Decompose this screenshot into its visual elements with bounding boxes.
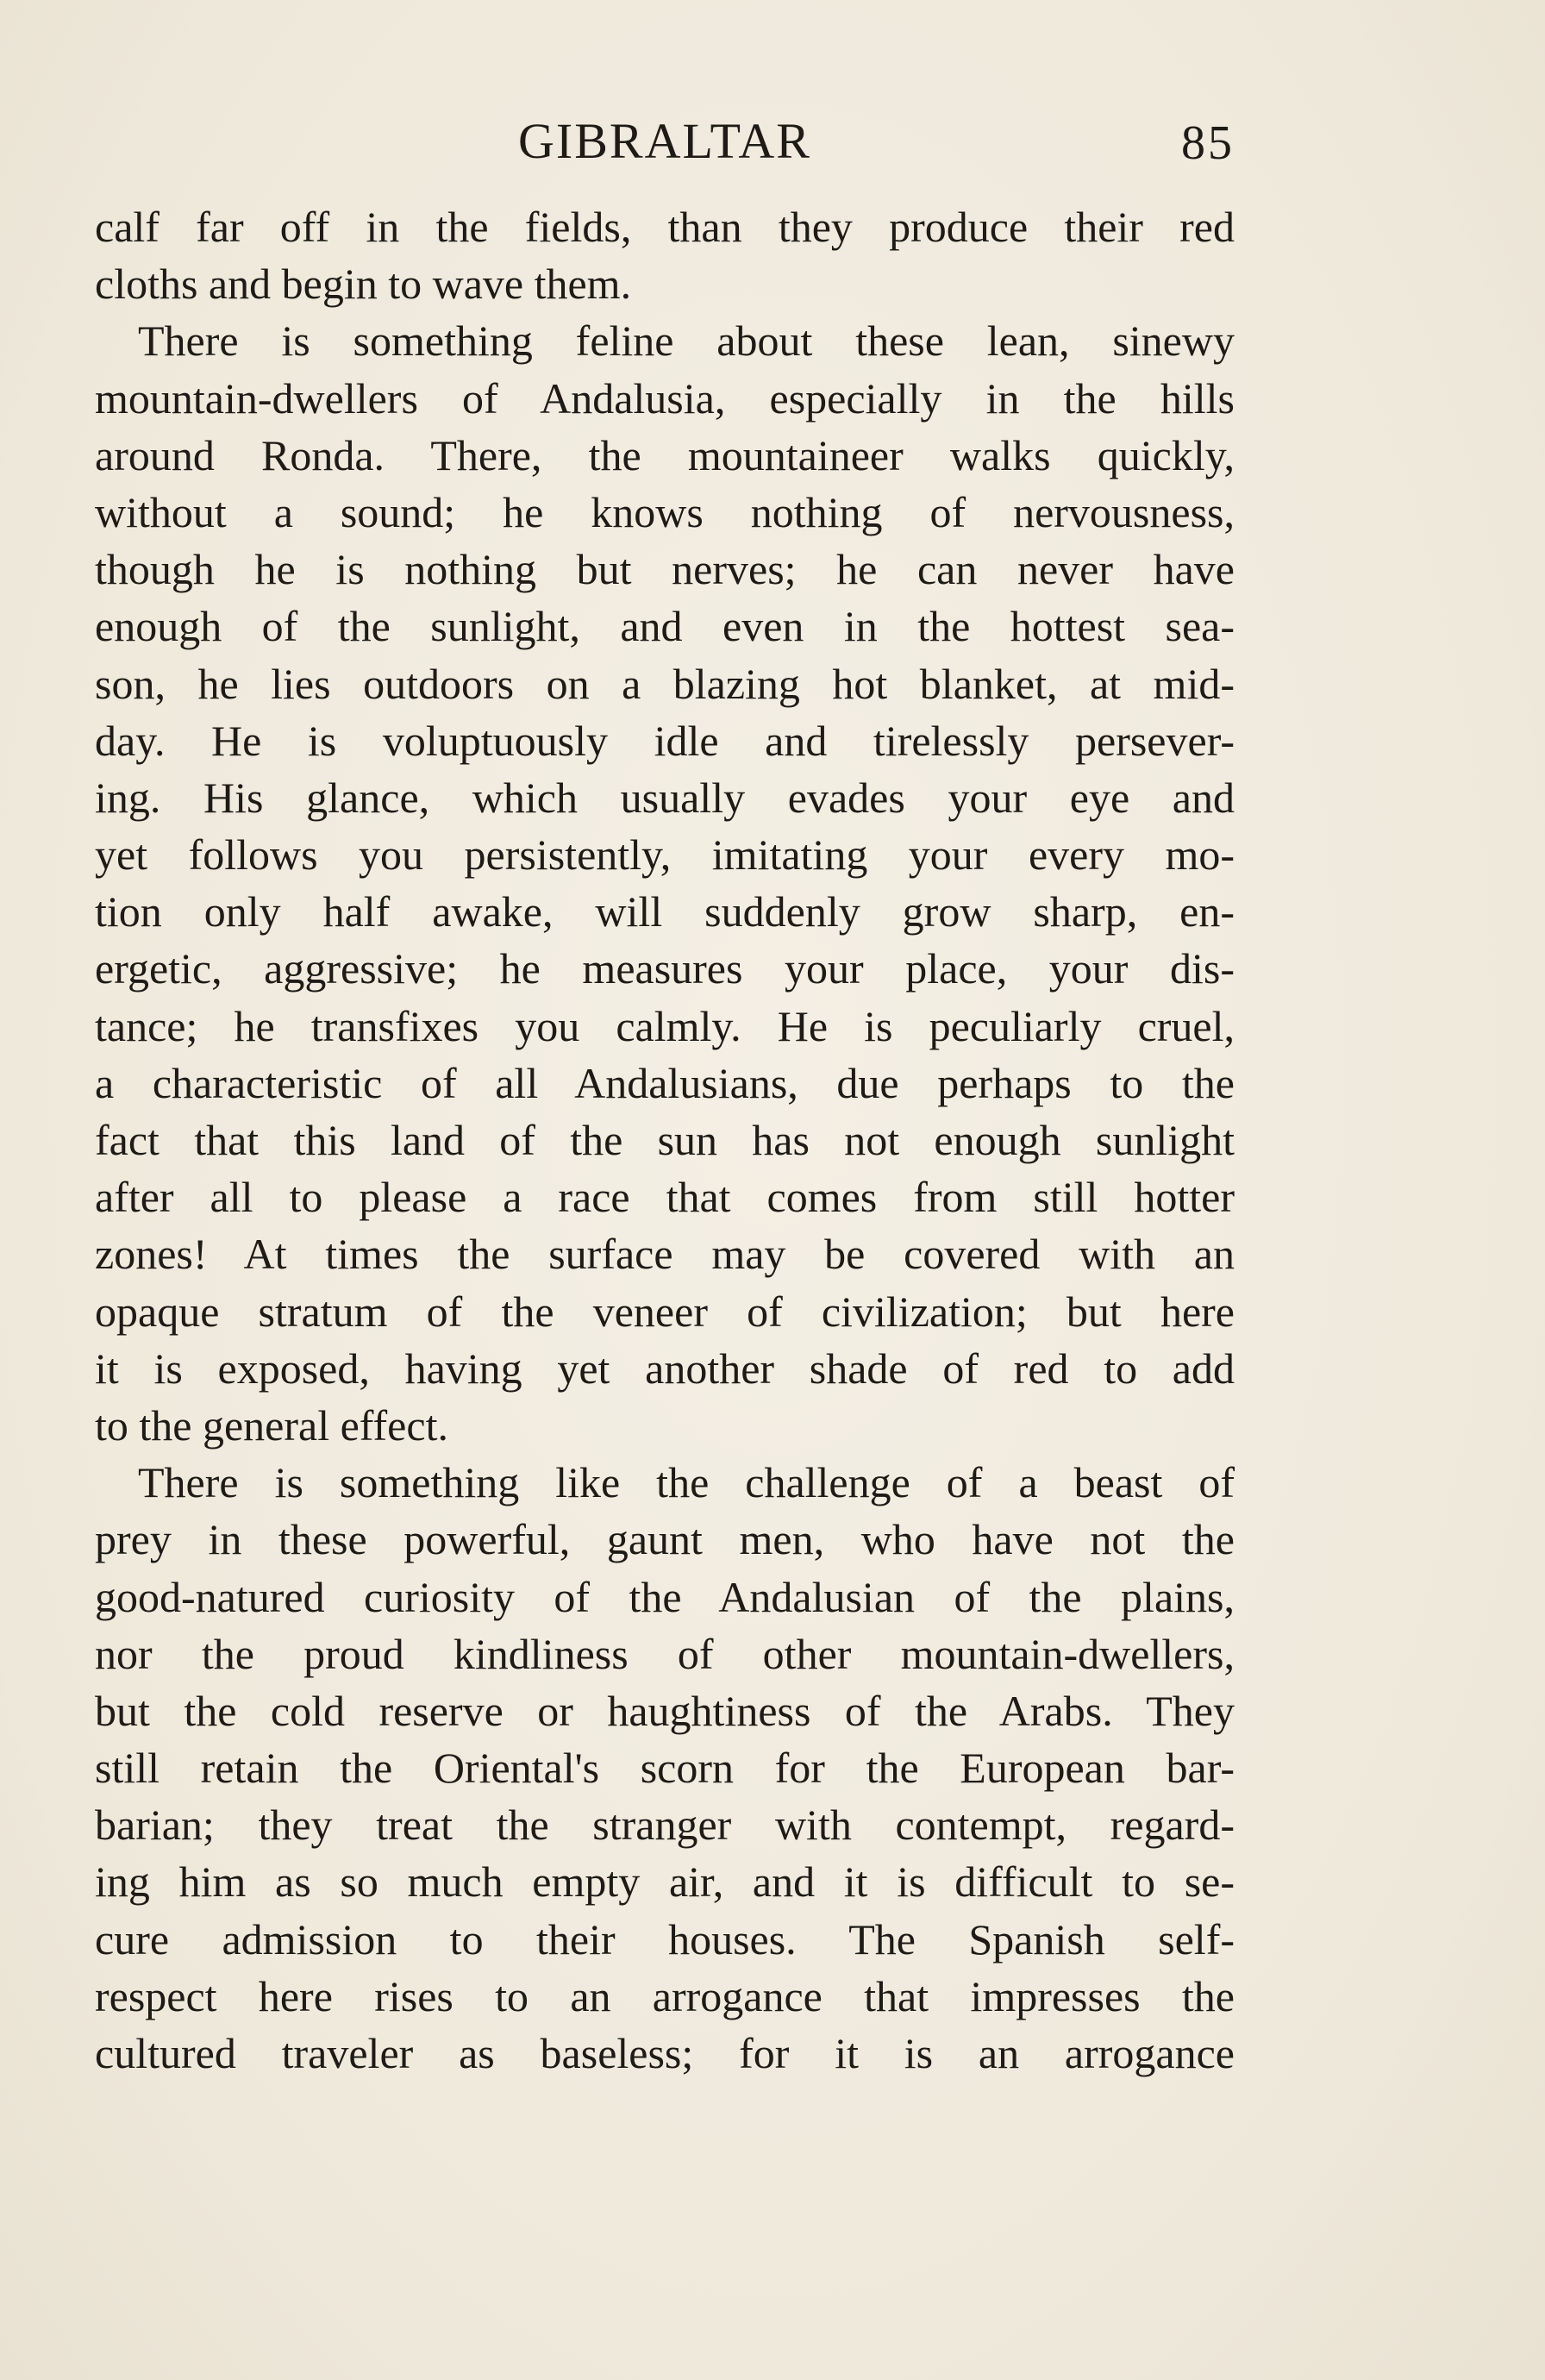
body-text: [95, 198, 1235, 2082]
text-line: mountain-dwellers of Andalusia, especially in the hills: [95, 373, 1235, 423]
text-line: to the general effect.: [95, 1400, 448, 1450]
text-line: calf far off in the fields, than they produce their red: [95, 203, 1235, 251]
page-number: 85: [1181, 116, 1235, 170]
text-line: after all to please a race that comes from still hotter: [95, 1173, 1235, 1222]
text-line: cure admission to their houses. The Spanish self-: [95, 1914, 1235, 1964]
text-line: yet follows you persistently, imitating your every mo-: [95, 830, 1235, 880]
page-header: [95, 112, 1235, 181]
text-line: cultured traveler as baseless; for it is an arrogance: [95, 2029, 1235, 2077]
text-line: but the cold reserve or haughtiness of the Arabs. They: [95, 1686, 1235, 1735]
text-line: opaque stratum of the veneer of civilization; but here: [95, 1287, 1235, 1336]
text-line: ing. His glance, which usually evades your eye and: [95, 773, 1235, 822]
text-line: day. He is voluptuously idle and tirelessly persever-: [95, 716, 1235, 765]
text-line: ing him as so much empty air, and it is difficult to se-: [95, 1857, 1235, 1907]
text-line: respect here rises to an arrogance that impresses the: [95, 1971, 1235, 2020]
text-line: son, he lies outdoors on a blazing hot blanket, at mid-: [95, 659, 1235, 708]
text-line: There is something feline about these lean, sinewy: [138, 316, 1235, 366]
text-line: nor the proud kindliness of other mountain-dwellers,: [95, 1629, 1235, 1678]
text-line: though he is nothing but nerves; he can never have: [95, 545, 1235, 594]
text-line: around Ronda. There, the mountaineer walks quickly,: [95, 430, 1235, 479]
text-line: good-natured curiosity of the Andalusian of the plains,: [95, 1572, 1235, 1621]
text-line: zones! At times the surface may be covered with an: [95, 1230, 1235, 1279]
running-title: GIBRALTAR: [518, 113, 811, 169]
text-line: without a sound; he knows nothing of nervousness,: [95, 487, 1235, 536]
text-line: fact that this land of the sun has not enough sunlight: [95, 1116, 1235, 1164]
text-line: it is exposed, having yet another shade of red to add: [95, 1343, 1235, 1393]
text-line: There is something like the challenge of a beast of: [138, 1458, 1235, 1507]
text-line: prey in these powerful, gaunt men, who have not the: [95, 1515, 1235, 1564]
text-line: still retain the Oriental's scorn for the European bar-: [95, 1744, 1235, 1793]
text-line: cloths and begin to wave them.: [95, 260, 632, 309]
text-line: barian; they treat the stranger with contempt, regard-: [95, 1801, 1235, 1850]
text-line: a characteristic of all Andalusians, due perhaps to the: [95, 1058, 1235, 1107]
text-line: tion only half awake, will suddenly grow sharp, en-: [95, 887, 1235, 936]
text-line: enough of the sunlight, and even in the hottest sea-: [95, 602, 1235, 651]
text-line: tance; he transfixes you calmly. He is peculiarly cruel,: [95, 1001, 1235, 1050]
text-line: ergetic, aggressive; he measures your place, your dis-: [95, 944, 1235, 993]
